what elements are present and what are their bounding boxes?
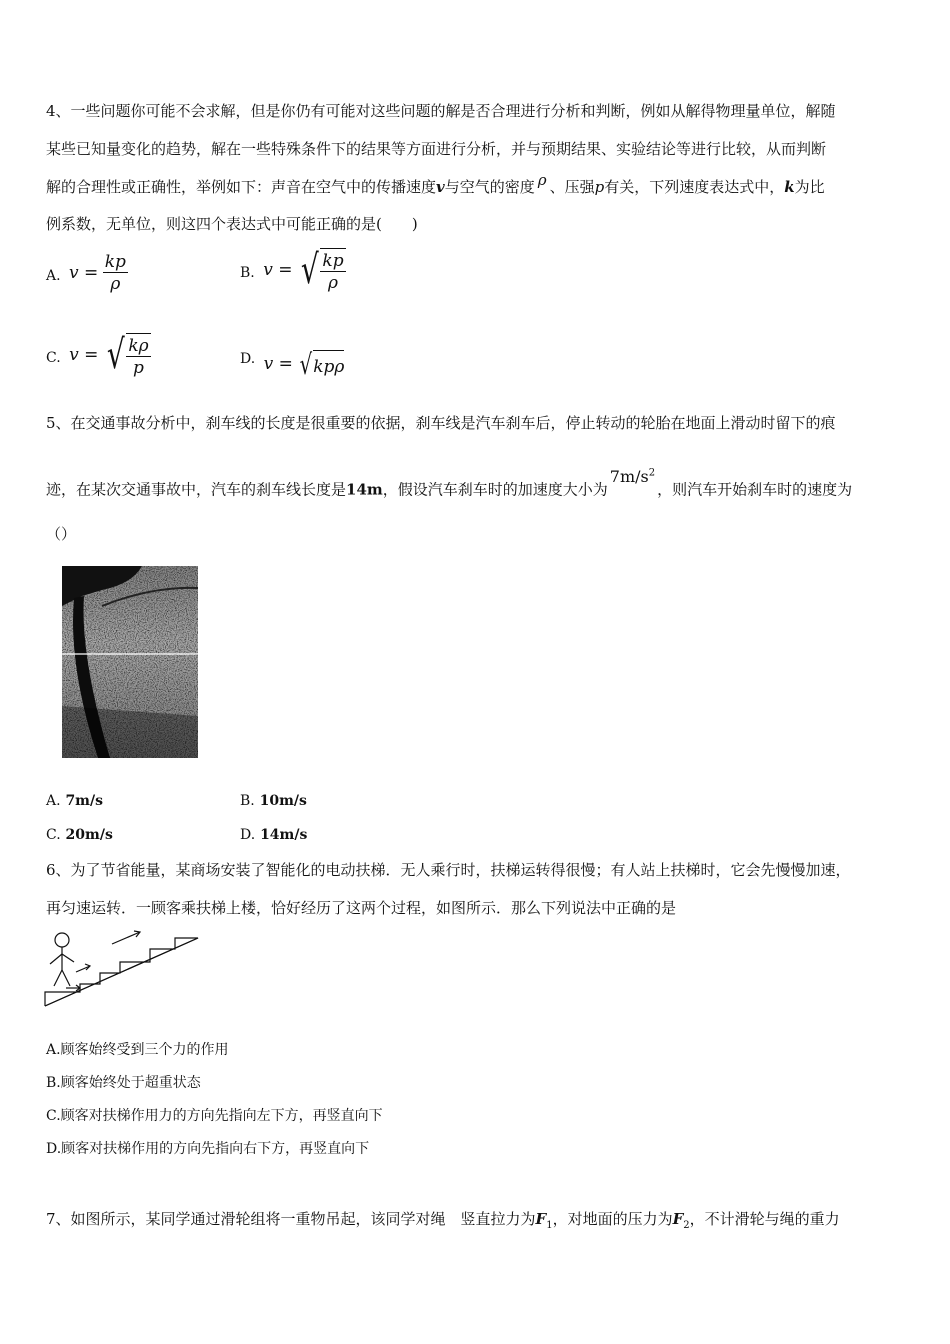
acceleration-arrow-icon (76, 966, 90, 972)
symbol-k: k (784, 178, 795, 196)
person-arm-icon (50, 954, 62, 964)
escalator-incline (45, 938, 198, 1006)
q5-option-c[interactable] (46, 827, 113, 843)
acceleration-value (610, 467, 655, 486)
q5-text: ，则汽车开始刹车时的速度为 (657, 480, 853, 499)
option-value: 7m/s (65, 793, 103, 809)
option-fraction (320, 251, 345, 294)
fraction-numerator: kp (104, 252, 126, 272)
force-subscript: 2 (683, 1220, 690, 1231)
q5-line-2 (46, 467, 853, 499)
escalator-diagram (40, 926, 204, 1010)
q6-line-1: 6、为了节省能量，某商场安装了智能化的电动扶梯．无人乘行时，扶梯运转得很慢；有人站上扶梯时，它会先慢慢加速， (46, 861, 851, 879)
person-head-icon (55, 933, 69, 947)
q4-line-4: 例系数，无单位，则这四个表达式中可能正确的是( ) (46, 215, 418, 233)
force-symbol: F (672, 1210, 684, 1228)
q5-line-1: 5、在交通事故分析中，刹车线的长度是很重要的依据，刹车线是汽车刹车后，停止转动的轮胎在地面上滑动时留下的痕 (46, 414, 836, 432)
force-symbol: F (535, 1210, 547, 1228)
fraction-denominator: ρ (110, 274, 121, 294)
sqrt-sign (103, 333, 151, 379)
option-lhs: v = (69, 345, 99, 365)
q7-text: ，对地面的压力为 (552, 1210, 673, 1228)
symbol-p: p (594, 178, 605, 196)
q4-option-d[interactable] (240, 350, 344, 380)
acceleration-text: 7m/s (609, 467, 649, 487)
radicand-text: kpρ (313, 356, 345, 377)
q5-option-b[interactable] (240, 793, 307, 809)
radicand (126, 333, 150, 379)
q7-text: 7、如图所示，某同学通过滑轮组将一重物吊起，该同学对绳 竖直拉力为 (46, 1210, 536, 1228)
option-label: D. (240, 827, 256, 843)
sqrt-sign (297, 248, 346, 294)
option-label: A. (46, 793, 61, 809)
option-label: A. (46, 267, 61, 284)
radicand (320, 248, 345, 294)
symbol-rho: ρ (537, 171, 547, 189)
radical-icon: √ (300, 348, 313, 381)
q4-text: 有关，下列速度表达式中， (604, 178, 785, 196)
q4-option-a[interactable] (46, 252, 128, 295)
skid-mark-photo (62, 566, 198, 758)
q4-option-b[interactable] (240, 248, 346, 294)
option-label: C. (46, 350, 61, 366)
option-value: 14m/s (260, 827, 308, 843)
fraction-numerator: kρ (128, 336, 149, 356)
option-value: 20m/s (65, 827, 113, 843)
fraction-denominator: ρ (328, 273, 339, 293)
q5-text: 迹，在某次交通事故中，汽车的刹车线长度是 (46, 480, 347, 499)
q6-option-c[interactable]: C.顾客对扶梯作用力的方向先指向左下方，再竖直向下 (46, 1108, 383, 1124)
q6-option-d[interactable]: D.顾客对扶梯作用的方向先指向右下方，再竖直向下 (46, 1141, 370, 1157)
skid-mark-image (62, 566, 198, 758)
q6-option-a[interactable]: A.顾客始终受到三个力的作用 (46, 1042, 229, 1058)
q4-text: 为比 (794, 178, 825, 196)
q4-line-3 (46, 171, 825, 197)
q5-line-3: （） (46, 525, 77, 543)
exponent: 2 (648, 468, 656, 479)
q5-option-d[interactable] (240, 827, 307, 843)
q6-option-b[interactable]: B.顾客始终处于超重状态 (46, 1075, 201, 1091)
force-subscript: 1 (546, 1220, 553, 1231)
distance-value: 14m (346, 480, 383, 499)
q5-text: ，假设汽车刹车时的加速度大小为 (382, 480, 608, 499)
velocity-arrow-icon (112, 932, 140, 944)
option-lhs: v = (263, 260, 293, 280)
option-label: B. (240, 793, 255, 809)
person-leg-icon (62, 970, 70, 986)
option-label: D. (240, 351, 256, 367)
q4-line-1: 4、一些问题你可能不会求解，但是你仍有可能对这些问题的解是否合理进行分析和判断，例如从解得物理量单位，解随 (46, 102, 836, 120)
person-leg-icon (54, 970, 62, 986)
radical-icon: √ (106, 332, 125, 378)
option-label: B. (240, 265, 255, 281)
option-fraction (126, 336, 150, 379)
q5-option-a[interactable] (46, 793, 103, 809)
q7-line-1 (46, 1209, 840, 1236)
radical-icon: √ (300, 247, 319, 293)
q7-text: ，不计滑轮与绳的重力 (689, 1210, 840, 1228)
q4-option-c[interactable] (46, 333, 151, 379)
fraction-denominator: p (133, 358, 144, 378)
q6-line-2: 再匀速运转．一顾客乘扶梯上楼，恰好经历了这两个过程，如图所示．那么下列说法中正确的是 (46, 899, 677, 917)
option-lhs: v = (263, 354, 293, 374)
option-label: C. (46, 827, 61, 843)
option-lhs: v = (69, 262, 99, 283)
escalator-figure (40, 926, 204, 1010)
q4-text: 与空气的密度 (444, 178, 535, 196)
q4-line-2: 某些已知量变化的趋势，解在一些特殊条件下的结果等方面进行分析，并与预期结果、实验结论等进行比较，从而判断 (46, 140, 827, 158)
option-value: 10m/s (259, 793, 307, 809)
radicand (313, 350, 344, 380)
sqrt-sign (297, 350, 344, 380)
option-fraction (103, 252, 128, 295)
person-arm-icon (62, 954, 74, 962)
q4-text: 解的合理性或正确性，举例如下：声音在空气中的传播速度 (46, 178, 437, 196)
q4-text: 、压强 (549, 178, 595, 196)
symbol-v: v (436, 178, 445, 196)
fraction-numerator: kp (322, 251, 344, 271)
